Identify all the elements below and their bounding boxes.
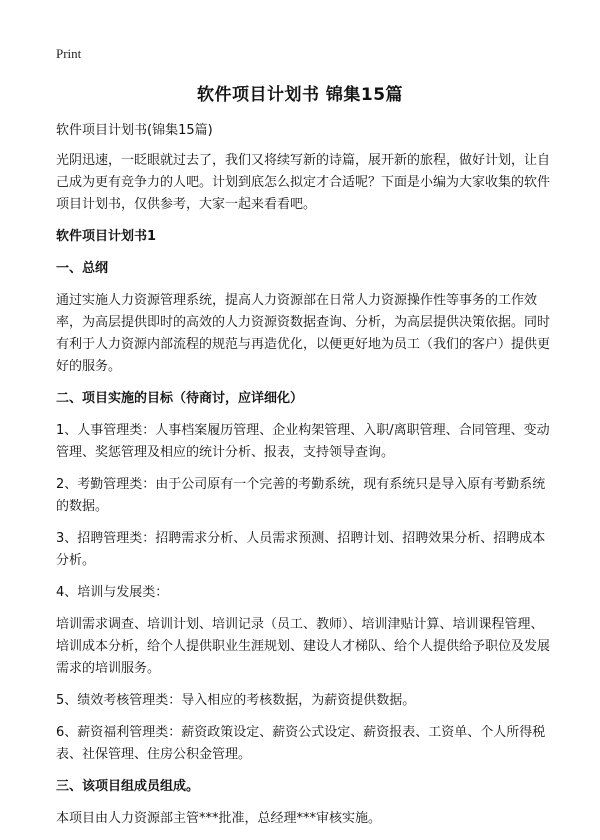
goal-item-4-detail: 培训需求调查、培训计划、培训记录（员工、教师）、培训津贴计算、培训课程管理、培训成本分析，给个人提供职业生涯规划、建设人才梯队、给个人提供给予职位及发展需求的培训服务。	[56, 617, 551, 676]
general-paragraph: 通过实施人力资源管理系统，提高人力资源部在日常人力资源操作性等事务的工作效率，为高层提供即时的高效的人力资源资数据查询、分析，为高层提供决策依据。同时有利于人力资源内部流程的规范与再造优化，以便更好地为员工（我们的客户）提供更好的服务。	[56, 293, 551, 374]
document-body	[56, 120, 556, 840]
goal-item-2: 2、考勤管理类：由于公司原有一个完善的考勤系统，现有系统只是导入原有考勤系统的数据。	[56, 477, 546, 514]
section-title: 软件项目计划书1	[56, 229, 157, 244]
document-subtitle: 软件项目计划书(锦集15篇)	[56, 123, 213, 138]
goal-item-4: 4、培训与发展类：	[56, 585, 169, 600]
goal-item-5: 5、绩效考核管理类：导入相应的考核数据，为薪资提供数据。	[56, 693, 416, 708]
goal-item-1: 1、人事管理类：人事档案履历管理、企业构架管理、入职/离职管理、合同管理、变动管理、奖惩管理及相应的统计分析、报表，支持领导查询。	[56, 423, 550, 460]
heading-goals: 二、项目实施的目标（待商讨，应详细化）	[56, 391, 304, 406]
members-paragraph: 本项目由人力资源部主管***批准，总经理***审核实施。	[56, 811, 382, 826]
goal-item-3: 3、招聘管理类：招聘需求分析、人员需求预测、招聘计划、招聘效果分析、招聘成本分析。	[56, 531, 546, 568]
intro-paragraph: 光阴迅速，一眨眼就过去了，我们又将续写新的诗篇，展开新的旅程，做好计划，让自己成为更有竞争力的人吧。计划到底怎么拟定才合适呢？下面是小编为大家收集的软件项目计划书，仅供参考，大家一起来看看吧。	[56, 153, 551, 212]
heading-general: 一、总纲	[56, 261, 109, 276]
document-title: 软件项目计划书 锦集15篇	[196, 85, 404, 105]
heading-members: 三、该项目组成员组成。	[56, 779, 200, 794]
goal-item-6: 6、薪资福利管理类：薪资政策设定、薪资公式设定、薪资报表、工资单、个人所得税表、社保管理、住房公积金管理。	[56, 725, 546, 762]
print-label[interactable]: Print	[56, 46, 82, 61]
